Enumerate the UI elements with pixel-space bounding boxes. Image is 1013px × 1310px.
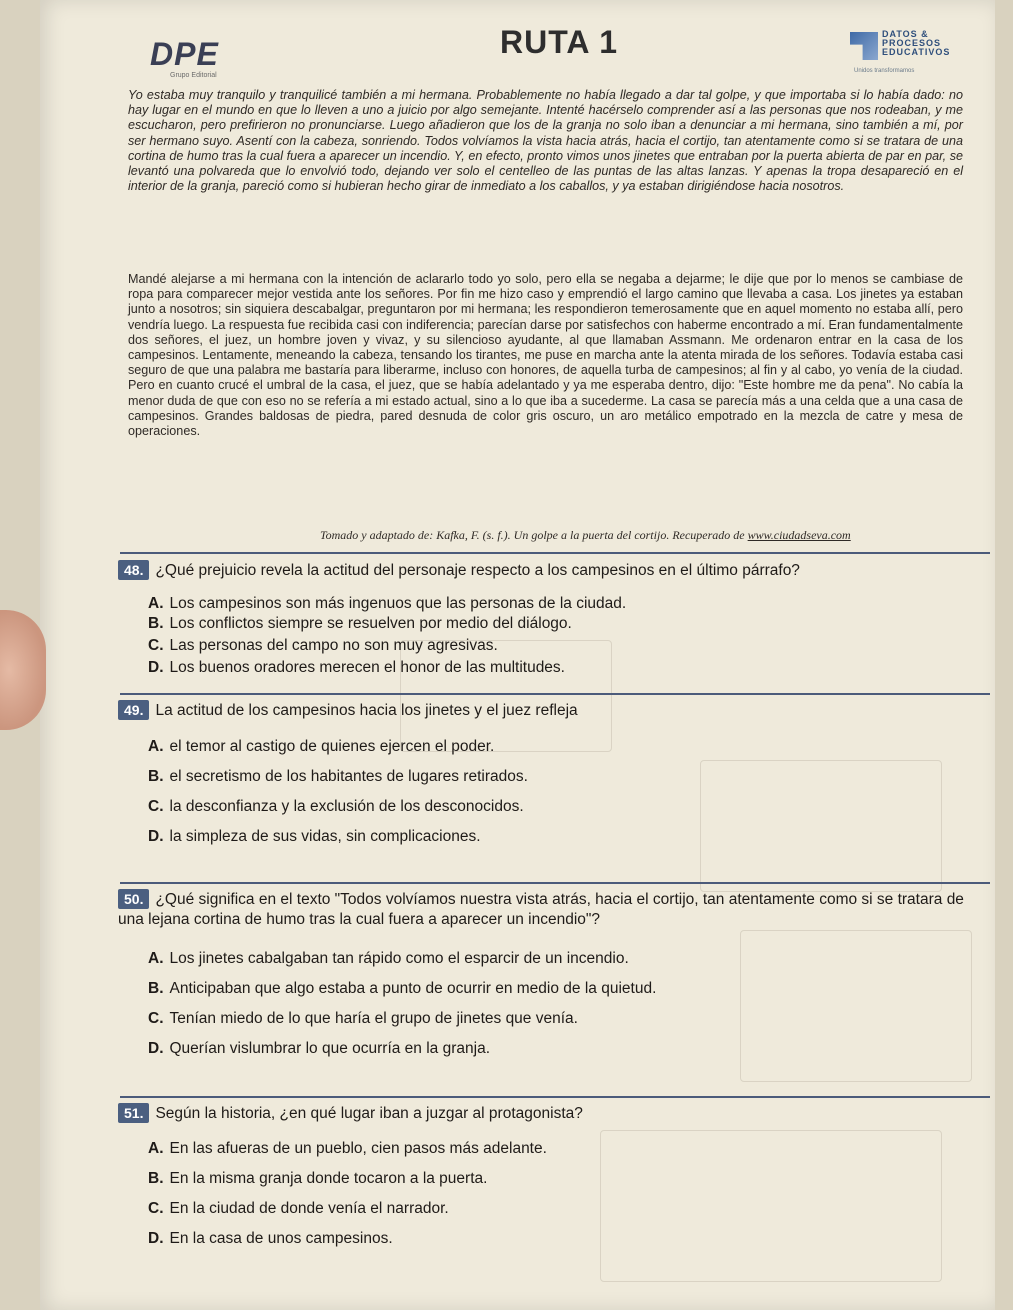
option-letter: D. <box>148 1040 164 1057</box>
option-letter: D. <box>148 659 164 676</box>
datos-logo-line-2: PROCESOS <box>882 38 942 48</box>
question-text: ¿Qué prejuicio revela la actitud del personaje respecto a los campesinos en el último párrafo? <box>155 562 800 579</box>
option-letter: B. <box>148 768 164 785</box>
question-50-options <box>148 948 978 1066</box>
option-text: Las personas del campo no son muy agresivas. <box>169 637 498 654</box>
option-50-b[interactable] <box>148 978 978 1000</box>
option-50-d[interactable] <box>148 1038 978 1060</box>
option-letter: C. <box>148 1200 164 1217</box>
finger-shadow <box>0 610 46 730</box>
option-text: la desconfianza y la exclusión de los desconocidos. <box>169 798 524 815</box>
option-text: En la misma granja donde tocaron a la puerta. <box>169 1170 488 1187</box>
question-48-options <box>148 593 978 685</box>
question-51 <box>118 1103 988 1124</box>
question-number: 51. <box>118 1103 149 1123</box>
option-text: Los campesinos son más ingenuos que las personas de la ciudad. <box>169 595 627 612</box>
option-text: Los conflictos siempre se resuelven por medio del diálogo. <box>169 615 572 632</box>
question-text: ¿Qué significa en el texto "Todos volvíamos nuestra vista atrás, hacia el cortijo, tan atentamente como si se tratara de una lejana cortina de humo tras la cual fuera a aparecer un incendio"? <box>118 891 964 928</box>
option-51-d[interactable] <box>148 1228 978 1250</box>
datos-logo-subtitle: Unidos transformamos <box>854 68 915 74</box>
option-49-c[interactable] <box>148 796 978 818</box>
option-49-b[interactable] <box>148 766 978 788</box>
question-49 <box>118 700 988 721</box>
reading-paragraph-1: Yo estaba muy tranquilo y tranquilicé también a mi hermana. Probablemente no había llegado a dar tal golpe, y que importaba si lo había dado: no hay lugar en el mundo en que lo lleven a uno a juicio por algo semejante. Intenté hacérselo comprender así a las personas que nos rodeaban, y me escucharon, pero prefirieron no pronunciarse. Luego añadieron que los de la granja no solo iban a denunciar a mi hermana, sino también a mí, por ser hermano suyo. Asentí con la cabeza, sonriendo. Todos volvíamos la vista hacia atrás, hacia el cortijo, tan atentamente como si se tratara de una cortina de humo tras la cual fuera a aparecer un incendio. Y, en efecto, pronto vimos unos jinetes que entraban por la puerta abierta de par en par, se levantó una polvareda que lo envolvió todo, dejando ver solo el centelleo de las puntas de las altas lanzas. Y apenas la tropa desapareció en el interior de la granja, pareció como si hubieran hecho girar de inmediato a los caballos, y ya estaban dirigiéndose hacia nosotros. <box>128 88 963 194</box>
question-number: 48. <box>118 560 149 580</box>
question-51-options <box>148 1138 978 1256</box>
option-50-c[interactable] <box>148 1008 978 1030</box>
option-51-a[interactable] <box>148 1138 978 1160</box>
option-text: Tenían miedo de lo que haría el grupo de jinetes que venía. <box>169 1010 578 1027</box>
option-letter: A. <box>148 595 164 612</box>
page-header <box>150 14 970 79</box>
datos-logo-line-1: DATOS & <box>882 29 929 39</box>
option-48-b[interactable] <box>148 613 978 635</box>
datos-logo-text <box>882 30 950 57</box>
dpe-logo-subtitle: Grupo Editorial <box>170 72 217 79</box>
option-text: Los jinetes cabalgaban tan rápido como el esparcir de un incendio. <box>169 950 629 967</box>
option-49-d[interactable] <box>148 826 978 848</box>
page-title: RUTA 1 <box>500 24 618 60</box>
option-letter: C. <box>148 1010 164 1027</box>
question-divider <box>120 1096 990 1098</box>
reading-paragraph-2: Mandé alejarse a mi hermana con la intención de aclararlo todo yo solo, pero ella se negaba a dejarme; le dije que por lo menos se cambiase de ropa para comparecer mejor vestida ante los señores. Por fin me hizo caso y emprendió el largo camino que llevaba a casa. Los jinetes ya estaban junto a nosotros; sin siquiera descabalgar, preguntaron por mi hermana; les respondieron temerosamente que en aquel momento no estaba allí, pero vendría luego. La respuesta fue recibida casi con indiferencia; parecían darse por satisfechos con haberme encontrado a mí. Eran fundamentalmente dos señores, el juez, un hombre joven y vivaz, y su silencioso ayudante, al que llamaban Assmann. Me ordenaron entrar en la casa de los campesinos. Lentamente, meneando la cabeza, tensando los tirantes, me puse en marcha ante la atenta mirada de los señores. Todavía estaba casi seguro de que una palabra me bastaría para liberarme, incluso con honores, de aquella turba de campesinos; al fin y al cabo, yo venía de la ciudad. Pero en cuanto crucé el umbral de la casa, el juez, que se había adelantado y ya me esperaba dentro, dijo: "Este hombre me da pena". No cabía la menor duda de que con eso no se refería a mi estado actual, sino a lo que iba a sucederme. La casa se parecía más a una celda que a una casa de campesinos. Grandes baldosas de piedra, pared desnuda de color gris oscuro, un aro metálico empotrado en la mezcla de catre y mesa de operaciones. <box>128 272 963 439</box>
question-number: 50. <box>118 889 149 909</box>
option-text: Querían vislumbrar lo que ocurría en la granja. <box>169 1040 490 1057</box>
option-51-c[interactable] <box>148 1198 978 1220</box>
option-text: Los buenos oradores merecen el honor de las multitudes. <box>169 659 565 676</box>
option-48-d[interactable] <box>148 657 978 679</box>
dpe-logo: DPE <box>150 36 219 72</box>
question-48 <box>118 560 988 581</box>
source-citation <box>320 528 970 543</box>
question-number: 49. <box>118 700 149 720</box>
source-text: Tomado y adaptado de: Kafka, F. (s. f.). Un golpe a la puerta del cortijo. Recuperado de <box>320 528 748 542</box>
option-49-a[interactable] <box>148 736 978 758</box>
option-text: Anticipaban que algo estaba a punto de ocurrir en medio de la quietud. <box>169 980 657 997</box>
option-letter: B. <box>148 1170 164 1187</box>
option-text: la simpleza de sus vidas, sin complicaciones. <box>169 828 481 845</box>
option-letter: D. <box>148 828 164 845</box>
question-divider <box>120 552 990 554</box>
option-letter: A. <box>148 738 164 755</box>
question-text: La actitud de los campesinos hacia los jinetes y el juez refleja <box>155 702 578 719</box>
option-text: En las afueras de un pueblo, cien pasos más adelante. <box>169 1140 547 1157</box>
question-divider <box>120 882 990 884</box>
option-letter: C. <box>148 798 164 815</box>
option-text: En la casa de unos campesinos. <box>169 1230 393 1247</box>
option-text: el temor al castigo de quienes ejercen el poder. <box>169 738 495 755</box>
option-letter: B. <box>148 615 164 632</box>
option-letter: A. <box>148 1140 164 1157</box>
question-50 <box>118 889 988 930</box>
option-letter: A. <box>148 950 164 967</box>
option-letter: C. <box>148 637 164 654</box>
question-text: Según la historia, ¿en qué lugar iban a juzgar al protagonista? <box>155 1105 583 1122</box>
option-text: el secretismo de los habitantes de lugares retirados. <box>169 768 528 785</box>
option-48-c[interactable] <box>148 635 978 657</box>
option-text: En la ciudad de donde venía el narrador. <box>169 1200 449 1217</box>
source-link[interactable]: www.ciudadseva.com <box>747 528 851 542</box>
option-letter: D. <box>148 1230 164 1247</box>
datos-procesos-logo <box>850 28 970 78</box>
option-51-b[interactable] <box>148 1168 978 1190</box>
option-letter: B. <box>148 980 164 997</box>
option-48-a[interactable] <box>148 593 978 615</box>
option-50-a[interactable] <box>148 948 978 970</box>
question-divider <box>120 693 990 695</box>
datos-logo-line-3: EDUCATIVOS <box>882 47 951 57</box>
datos-logo-mark-icon <box>850 32 878 60</box>
question-49-options <box>148 736 978 854</box>
